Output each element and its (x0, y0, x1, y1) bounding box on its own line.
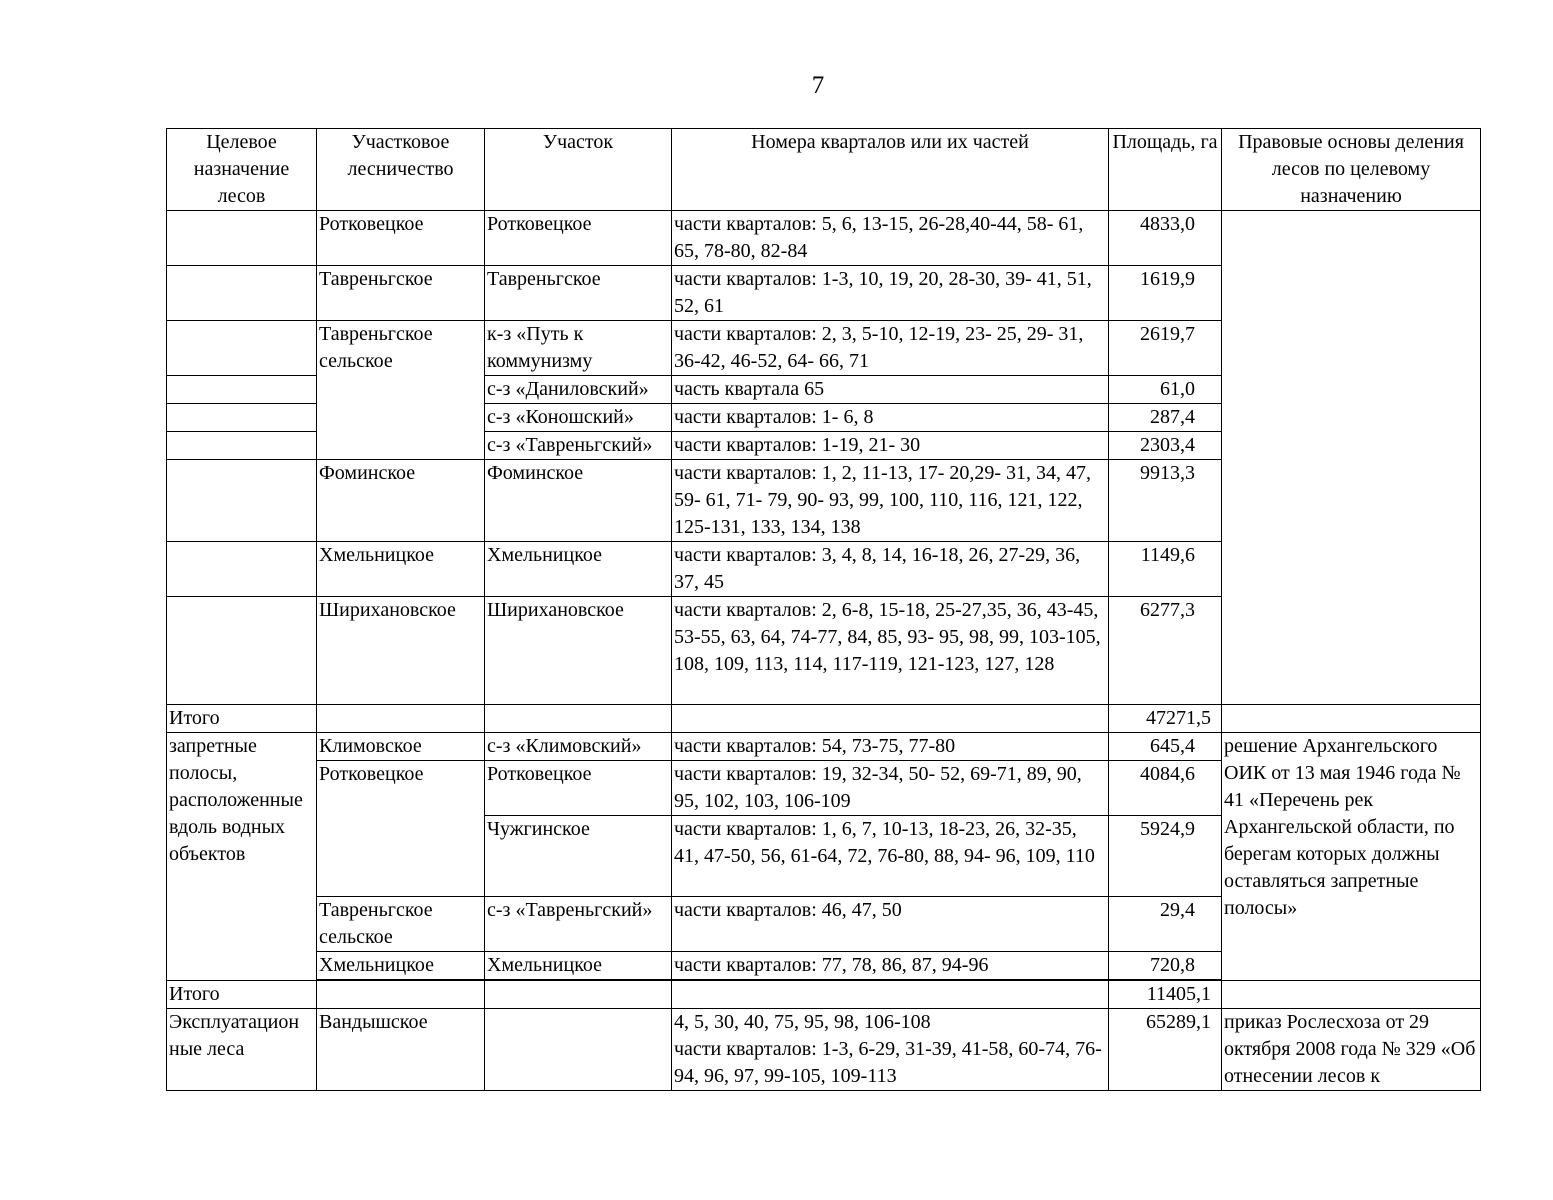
total-label: Итого (167, 981, 317, 1009)
forestry-cell: Тавреньгское сельское (317, 321, 485, 460)
quarters-cell: части кварталов: 1, 2, 11-13, 17- 20,29- 31, 34, 47, 59- 61, 71- 79, 90- 93, 99, 100, 110, 116, 121, 122, 125-131, 133, 134, 138 (672, 460, 1109, 542)
empty-cell (485, 981, 672, 1009)
purpose-cell (167, 432, 317, 460)
plot-cell: Ширихановское (485, 597, 672, 705)
page-number: 7 (811, 72, 825, 99)
plot-cell: Чужгинское (485, 816, 672, 897)
header-purpose: Целевое назначение лесов (167, 129, 317, 211)
plot-cell: Ротковецкое (485, 761, 672, 816)
forestry-cell: Ротковецкое (317, 761, 485, 897)
quarters-cell: части кварталов: 2, 6-8, 15-18, 25-27,35, 36, 43-45, 53-55, 63, 64, 74-77, 84, 85, 93- 95, 98, 99, 103-105, 108, 109, 113, 114, 117-119, 121-123, 127, 128 (672, 597, 1109, 705)
forestry-cell: Фоминское (317, 460, 485, 542)
purpose-cell: Эксплуатацион ные леса (167, 1009, 317, 1091)
quarters-cell: части кварталов: 1-3, 10, 19, 20, 28-30, 39- 41, 51, 52, 61 (672, 266, 1109, 321)
quarters-cell: части кварталов: 46, 47, 50 (672, 897, 1109, 952)
quarters-cell: части кварталов: 2, 3, 5-10, 12-19, 23- 25, 29- 31, 36-42, 46-52, 64- 66, 71 (672, 321, 1109, 376)
table-header-row (167, 129, 1481, 211)
purpose-cell (167, 321, 317, 376)
area-cell: 4833,0 (1109, 211, 1222, 266)
quarters-cell: части кварталов: 3, 4, 8, 14, 16-18, 26, 27-29, 36, 37, 45 (672, 542, 1109, 597)
plot-cell: с-з «Даниловский» (485, 376, 672, 404)
forestry-cell: Ширихановское (317, 597, 485, 705)
total-area: 47271,5 (1109, 705, 1222, 733)
forestry-cell: Хмельницкое (317, 952, 485, 980)
empty-cell (317, 705, 485, 733)
plot-cell: Хмельницкое (485, 952, 672, 980)
empty-cell (672, 981, 1109, 1009)
area-cell: 2303,4 (1109, 432, 1222, 460)
total-row (167, 705, 1481, 733)
plot-cell: с-з «Тавреньгский» (485, 432, 672, 460)
area-cell: 61,0 (1109, 376, 1222, 404)
empty-cell (485, 705, 672, 733)
quarters-cell: части кварталов: 5, 6, 13-15, 26-28,40-44, 58- 61, 65, 78-80, 82-84 (672, 211, 1109, 266)
quarters-cell: часть квартала 65 (672, 376, 1109, 404)
empty-cell (1222, 705, 1481, 733)
forest-purpose-table (166, 128, 1481, 1091)
forestry-cell: Климовское (317, 733, 485, 761)
purpose-cell (167, 211, 317, 266)
total-row (167, 981, 1481, 1009)
area-cell: 720,8 (1109, 952, 1222, 980)
plot-cell: к-з «Путь к коммунизму (485, 321, 672, 376)
forestry-cell: Хмельницкое (317, 542, 485, 597)
purpose-cell (167, 460, 317, 542)
quarters-cell (672, 1009, 1109, 1091)
quarters-cell: части кварталов: 54, 73-75, 77-80 (672, 733, 1109, 761)
quarters-cell: части кварталов: 1, 6, 7, 10-13, 18-23, 26, 32-35, 41, 47-50, 56, 61-64, 72, 76-80, 88, 94- 96, 109, 110 (672, 816, 1109, 897)
purpose-cell (167, 542, 317, 597)
empty-cell (1222, 981, 1481, 1009)
header-legal-basis: Правовые основы деления лесов по целевому назначению (1222, 129, 1481, 211)
table-row (167, 733, 1481, 761)
area-cell: 29,4 (1109, 897, 1222, 952)
quarters-line: части кварталов: 1-3, 6-29, 31-39, 41-58, 60-74, 76- 94, 96, 97, 99-105, 109-113 (674, 1038, 1102, 1087)
table-row (167, 1009, 1481, 1091)
plot-cell: Ротковецкое (485, 211, 672, 266)
quarters-cell: части кварталов: 77, 78, 86, 87, 94-96 (672, 952, 1109, 980)
forestry-cell: Тавреньгское сельское (317, 897, 485, 952)
area-cell: 5924,9 (1109, 816, 1222, 897)
total-area: 11405,1 (1109, 981, 1222, 1009)
area-cell: 645,4 (1109, 733, 1222, 761)
legal-basis-cell: решение Архангельского ОИК от 13 мая 1946 года № 41 «Перечень рек Архангельской области, по берегам которых должны оставляться запретные полосы» (1222, 733, 1481, 981)
legal-basis-cell (1222, 211, 1481, 705)
area-cell: 2619,7 (1109, 321, 1222, 376)
area-cell: 9913,3 (1109, 460, 1222, 542)
quarters-cell: части кварталов: 1-19, 21- 30 (672, 432, 1109, 460)
header-area: Площадь, га (1109, 129, 1222, 211)
total-label: Итого (167, 705, 317, 733)
legal-basis-cell: приказ Рослесхоза от 29 октября 2008 года № 329 «Об отнесении лесов к (1222, 1009, 1481, 1091)
purpose-cell (167, 266, 317, 321)
plot-cell: с-з «Тавреньгский» (485, 897, 672, 952)
purpose-cell: запретные полосы, расположенные вдоль водных объектов (167, 733, 317, 981)
plot-cell: Хмельницкое (485, 542, 672, 597)
quarters-cell: части кварталов: 1- 6, 8 (672, 404, 1109, 432)
plot-cell (485, 1009, 672, 1091)
purpose-cell (167, 376, 317, 404)
plot-cell: Фоминское (485, 460, 672, 542)
quarters-line: 4, 5, 30, 40, 75, 95, 98, 106-108 (674, 1011, 931, 1033)
plot-cell: с-з «Коношский» (485, 404, 672, 432)
header-forestry: Участковое лесничество (317, 129, 485, 211)
area-cell: 6277,3 (1109, 597, 1222, 705)
forestry-cell: Ротковецкое (317, 211, 485, 266)
purpose-cell (167, 597, 317, 705)
area-cell: 1619,9 (1109, 266, 1222, 321)
area-cell: 1149,6 (1109, 542, 1222, 597)
header-quarters: Номера кварталов или их частей (672, 129, 1109, 211)
empty-cell (317, 981, 485, 1009)
forestry-cell: Вандышское (317, 1009, 485, 1091)
area-cell: 287,4 (1109, 404, 1222, 432)
purpose-cell (167, 404, 317, 432)
area-cell: 4084,6 (1109, 761, 1222, 816)
plot-cell: Тавреньгское (485, 266, 672, 321)
forestry-cell: Тавреньгское (317, 266, 485, 321)
table-row (167, 211, 1481, 266)
header-plot: Участок (485, 129, 672, 211)
plot-cell: с-з «Климовский» (485, 733, 672, 761)
area-cell: 65289,1 (1109, 1009, 1222, 1091)
empty-cell (672, 705, 1109, 733)
quarters-cell: части кварталов: 19, 32-34, 50- 52, 69-71, 89, 90, 95, 102, 103, 106-109 (672, 761, 1109, 816)
